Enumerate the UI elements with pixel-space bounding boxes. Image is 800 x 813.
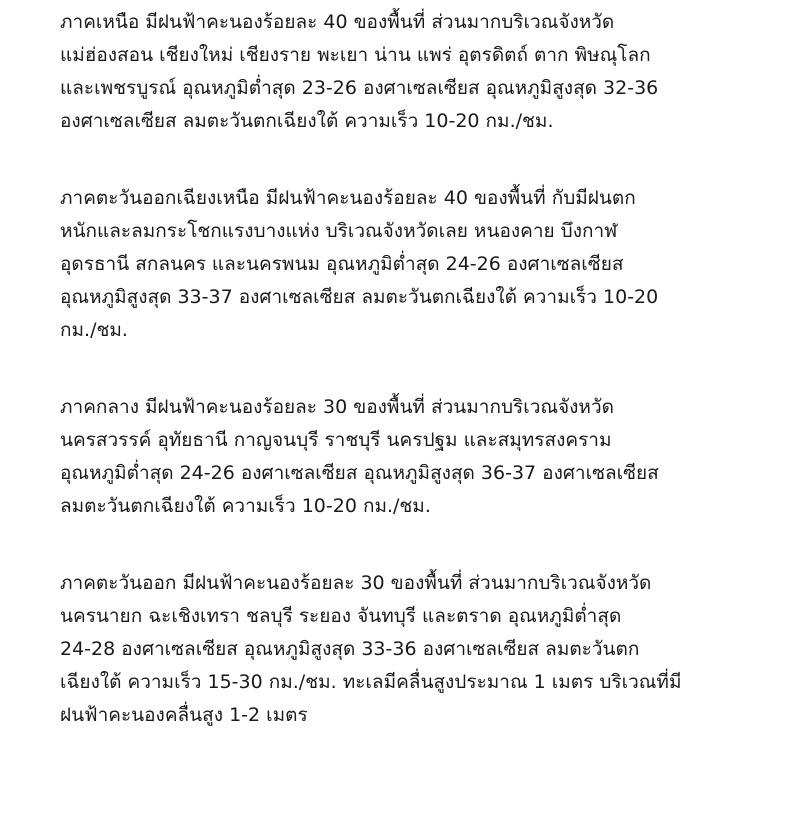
text-line: นครนายก ฉะเชิงเทรา ชลบุรี ระยอง จันทบุรี และตราด อุณหภูมิต่ำสุด — [60, 605, 622, 627]
paragraph-north — [60, 0, 740, 138]
text-line: ภาคเหนือ มีฝนฟ้าคะนองร้อยละ 40 ของพื้นที่ ส่วนมากบริเวณจังหวัด — [60, 11, 615, 33]
text-line: กม./ชม. — [60, 319, 128, 341]
text-line: อุดรธานี สกลนคร และนครพนม อุณหภูมิต่ำสุด 24-26 องศาเซลเซียส — [60, 253, 624, 275]
text-line: อุณหภูมิต่ำสุด 24-26 องศาเซลเซียส อุณหภูมิสูงสุด 36-37 องศาเซลเซียส — [60, 462, 659, 484]
text-line: ภาคกลาง มีฝนฟ้าคะนองร้อยละ 30 ของพื้นที่ ส่วนมากบริเวณจังหวัด — [60, 396, 614, 418]
text-line: เฉียงใต้ ความเร็ว 15-30 กม./ชม. ทะเลมีคลื่นสูงประมาณ 1 เมตร บริเวณที่มี — [60, 671, 682, 693]
text-line: ภาคตะวันออก มีฝนฟ้าคะนองร้อยละ 30 ของพื้นที่ ส่วนมากบริเวณจังหวัด — [60, 572, 652, 594]
paragraph-northeast — [60, 182, 740, 347]
text-line: 24-28 องศาเซลเซียส อุณหภูมิสูงสุด 33-36 องศาเซลเซียส ลมตะวันตก — [60, 638, 640, 660]
text-line: ภาคตะวันออกเฉียงเหนือ มีฝนฟ้าคะนองร้อยละ 40 ของพื้นที่ กับมีฝนตก — [60, 187, 636, 209]
paragraph-central — [60, 391, 740, 523]
text-line: อุณหภูมิสูงสุด 33-37 องศาเซลเซียส ลมตะวันตกเฉียงใต้ ความเร็ว 10-20 — [60, 286, 659, 308]
text-line: และเพชรบูรณ์ อุณหภูมิต่ำสุด 23-26 องศาเซลเซียส อุณหภูมิสูงสุด 32-36 — [60, 77, 659, 99]
text-line: ฝนฟ้าคะนองคลื่นสูง 1-2 เมตร — [60, 704, 308, 726]
text-line: องศาเซลเซียส ลมตะวันตกเฉียงใต้ ความเร็ว 10-20 กม./ชม. — [60, 110, 554, 132]
text-line: แม่ฮ่องสอน เชียงใหม่ เชียงราย พะเยา น่าน แพร่ อุตรดิตถ์ ตาก พิษณุโลก — [60, 44, 651, 66]
text-line: นครสวรรค์ อุทัยธานี กาญจนบุรี ราชบุรี นครปฐม และสมุทรสงคราม — [60, 429, 612, 451]
weather-forecast-article — [60, 0, 740, 776]
text-line: ลมตะวันตกเฉียงใต้ ความเร็ว 10-20 กม./ชม. — [60, 495, 431, 517]
paragraph-east — [60, 567, 740, 732]
text-line: หนักและลมกระโชกแรงบางแห่ง บริเวณจังหวัดเลย หนองคาย บึงกาฬ — [60, 220, 618, 242]
